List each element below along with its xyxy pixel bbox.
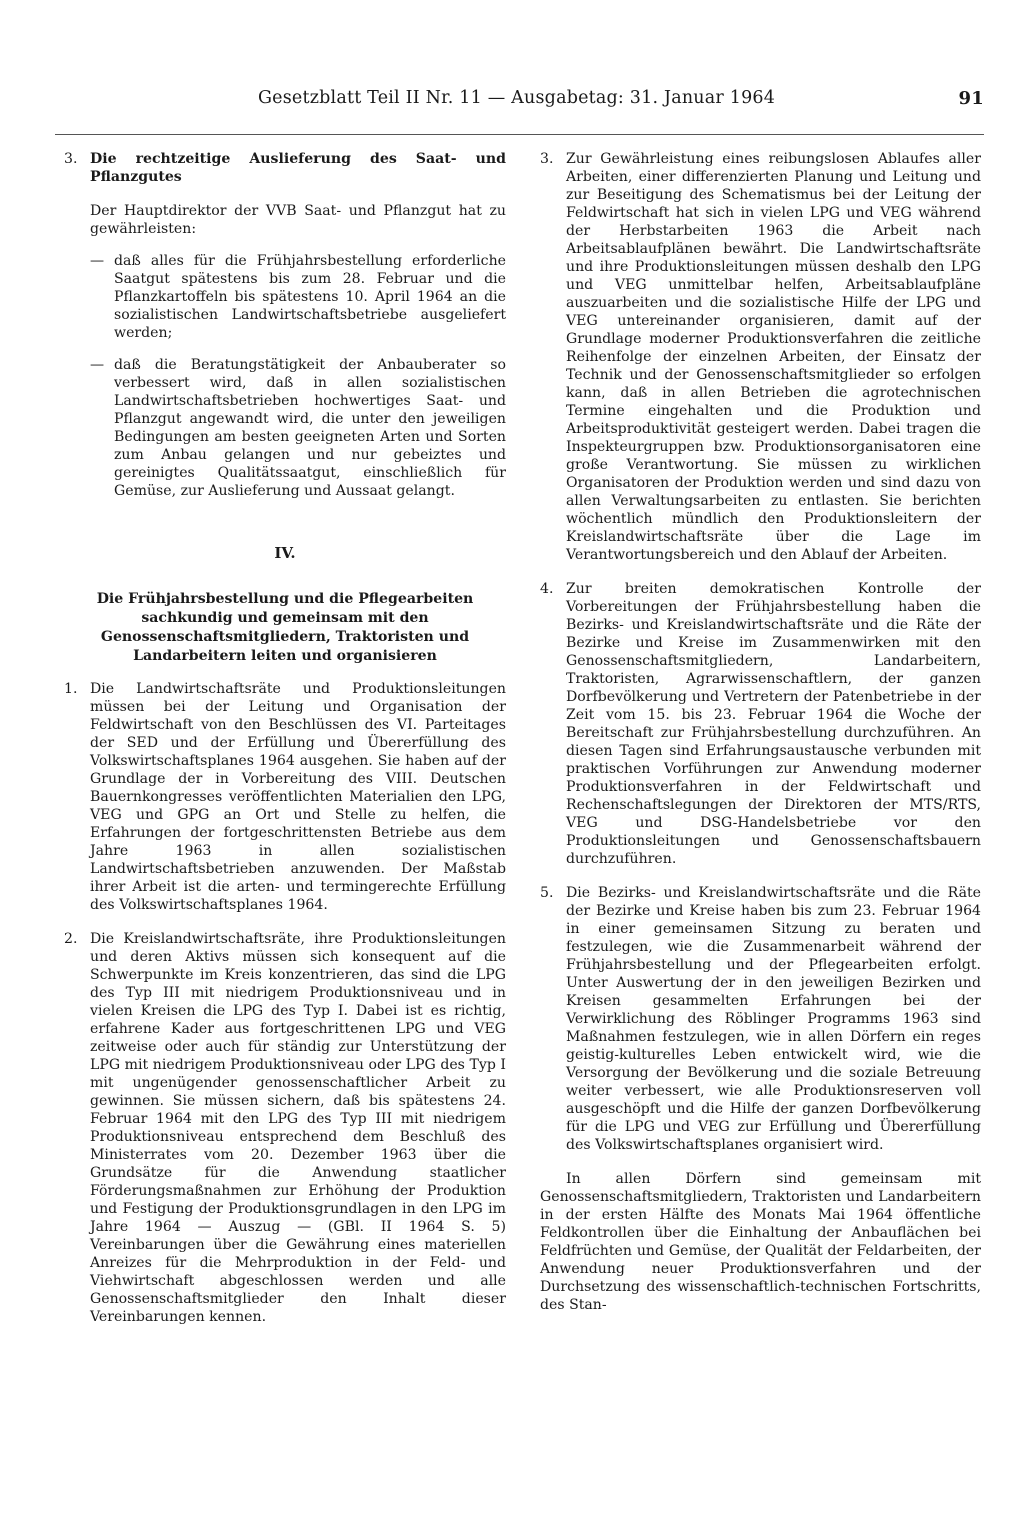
item-number: 4. xyxy=(540,581,554,597)
dash-text: daß die Beratungstätigkeit der Anbauberater so verbessert wird, daß in allen sozialistischen Landwirtschaftsbetrieben hochwertiges Saat- und Pflanzgut angewandt wird, die unter den jeweiligen Bedingungen am besten geeigneten Arten und Sorten zum Anbau gelangen und nur gebeiztes und gereinigtes Qualitätssaatgut, einschließlich für Gemüse, zur Auslieferung und Aussaat gelangt. xyxy=(114,357,506,499)
item-number: 5. xyxy=(540,885,554,901)
item-2 xyxy=(64,930,506,1326)
item-5 xyxy=(540,884,981,1154)
page-number: 91 xyxy=(958,88,984,109)
item-text: Die Kreislandwirtschaftsräte, ihre Produktionsleitungen und deren Aktivs müssen sich konsequent auf die Schwerpunkte im Kreis konzentrieren, das sind die LPG des Typ III mit niedrigem Produktionsniveau und in vielen Kreisen die LPG des Typ I. Dabei ist es richtig, erfahrene Kader aus fortgeschrittenen LPG und VEG zeitweise oder auch für ständig zur Unterstützung der LPG mit niedrigem Produktionsniveau oder LPG des Typ I mit ungenügender genossenschaftlicher Arbeit zu gewinnen. Sie müssen sichern, daß bis spätestens 24. Februar 1964 mit den LPG des Typ III mit niedrigem Produktionsniveau entsprechend dem Beschluß des Ministerrates vom 20. Dezember 1963 über die Grundsätze für die Anwendung staatlicher Förderungsmaßnahmen zur Erhöhung der Produktion und Festigung der Produktionsgrundlagen in den LPG im Jahre 1964 — Auszug — (GBl. II 1964 S. 5) Vereinbarungen über die Gewährung eines materiellen Anreizes für die Mehrproduktion in der Feld- und Viehwirtschaft abgeschlossen werden und alle Genossenschaftsmitglieder den Inhalt dieser Vereinbarungen kennen. xyxy=(90,931,506,1325)
left-column xyxy=(64,150,506,1342)
item-number: 3. xyxy=(540,151,554,167)
dash-item-2 xyxy=(90,356,506,500)
item-heading: Die rechtzeitige Auslieferung des Saat- und Pflanzgutes xyxy=(90,151,506,185)
item-number: 3. xyxy=(64,151,78,167)
header-rule xyxy=(55,134,984,135)
running-title: Gesetzblatt Teil II Nr. 11 — Ausgabetag: 31. Januar 1964 xyxy=(258,88,776,108)
item-text: Die Landwirtschaftsräte und Produktionsleitungen müssen bei der Leitung und Organisation der Feldwirtschaft von den Beschlüssen des VI. Parteitages der SED und der Erfüllung und Übererfüllung des Volkswirtschaftsplanes 1964 ausgehen. Sie haben auf der Grundlage der in Vorbereitung des VIII. Deutschen Bauernkongresses veröffentlichten Materialien den LPG, VEG und GPG an Ort und Stelle zu helfen, die Erfahrungen der fortgeschrittensten Betriebe aus dem Jahre 1963 in allen sozialistischen Landwirtschaftsbetrieben anzuwenden. Der Maßstab ihrer Arbeit ist die arten- und termingerechte Erfüllung des Volkswirtschaftsplanes 1964. xyxy=(90,681,506,913)
item-number: 2. xyxy=(64,931,78,947)
continuation-paragraph: In allen Dörfern sind gemeinsam mit Genossenschaftsmitgliedern, Traktoristen und Landarbeitern in der ersten Hälfte des Monats Mai 1964 öffentliche Feldkontrollen über die Einhaltung der Anbauflächen bei Feldfrüchten und Gemüse, der Qualität der Feldarbeiten, der Anwendung neuer Produktionsverfahren und der Durchsetzung des wissenschaftlich-technischen Fortschritts, des Stan- xyxy=(540,1171,981,1313)
item-3-heading xyxy=(64,150,506,186)
item-1 xyxy=(64,680,506,914)
item-number: 1. xyxy=(64,681,78,697)
item-text: Die Bezirks- und Kreislandwirtschaftsräte und die Räte der Bezirke und Kreise haben bis zum 23. Februar 1964 in einer gemeinsamen Sitzung zu beraten und festzulegen, wie die Zusammenarbeit während der Frühjahrsbestellung und der Pflegearbeiten erfolgt. Unter Auswertung der in den jeweiligen Bezirken und Kreisen gesammelten Erfahrungen bei der Verwirklichung des Röblinger Programms 1963 sind Maßnahmen festzulegen, wie in allen Dörfern ein reges geistig-kulturelles Leben entwickelt wird, wie die Versorgung der Bevölkerung und die soziale Betreuung weiter verbessert, wie alle Produktionsreserven voll ausgeschöpft und die Hilfe der ganzen Dorfbevölkerung für die LPG und VEG zur Erfüllung und Übererfüllung des Volkswirtschaftsplanes organisiert wird. xyxy=(566,885,981,1153)
dash-item-1 xyxy=(90,252,506,342)
item-text: Zur Gewährleistung eines reibungslosen Ablaufes aller Arbeiten, einer differenzierten Planung und Leitung und zur Beseitigung des Schematismus bei der Leitung der Feldwirtschaft hat sich in vielen LPG und VEG während der Herbstarbeiten 1963 die Arbeit nach Arbeitsablaufplänen bewährt. Die Landwirtschaftsräte und ihre Produktionsleitungen müssen deshalb den LPG und VEG unmittelbar helfen, Arbeitsablaufpläne auszuarbeiten und die sozialistische Hilfe der LPG und VEG untereinander organisieren, damit auf der Grundlage moderner Produktionsverfahren die zeitliche Reihenfolge der einzelnen Arbeiten, der Einsatz der Technik und der Genossenschaftsmitglieder so erfolgen kann, daß in allen Betrieben die agrotechnischen Termine eingehalten und die Produktion und Arbeitsproduktivität gesteigert werden. Dabei tragen die Inspekteurgruppen bzw. Produktionsorganisatoren eine große Verantwortung. Sie müssen zu wirklichen Organisatoren der Produktion werden und sind dazu von allen Verwaltungsarbeiten zu entlasten. Sie berichten wöchentlich mündlich den Produktionsleitern der Kreislandwirtschaftsräte über die Lage im Verantwortungsbereich und den Ablauf der Arbeiten. xyxy=(566,151,981,563)
right-column xyxy=(540,150,981,1314)
item-4 xyxy=(540,580,981,868)
dash-mark: — xyxy=(90,357,105,373)
section-title: Die Frühjahrsbestellung und die Pflegearbeiten sachkundig und gemeinsam mit den Genossenschaftsmitgliedern, Traktoristen und Landarbeitern leiten und organisieren xyxy=(96,591,474,664)
item-3 xyxy=(540,150,981,564)
item-3-intro: Der Hauptdirektor der VVB Saat- und Pflanzgut hat zu gewährleisten: xyxy=(90,203,506,237)
page-header xyxy=(258,88,984,108)
item-text: Zur breiten demokratischen Kontrolle der Vorbereitungen der Frühjahrsbestellung haben die Bezirks- und Kreislandwirtschaftsräte und die Räte der Bezirke und Kreise im Zusammenwirken mit den Genossenschaftsmitgliedern, Landarbeitern, Traktoristen, Agrarwissenschaftlern, der ganzen Dorfbevölkerung und Vertretern der Patenbetriebe in der Zeit vom 15. bis 23. Februar 1964 die Woche der Bereitschaft zur Frühjahrsbestellung durchzuführen. An diesen Tagen sind Erfahrungsaustausche verbunden mit praktischen Vorführungen zur Anwendung moderner Produktionsverfahren in der Feldwirtschaft und Rechenschaftslegungen der Direktoren der MTS/RTS, VEG und DSG-Handelsbetriebe vor den Produktionsleitungen und Genossenschaftsbauern durchzuführen. xyxy=(566,581,981,867)
dash-mark: — xyxy=(90,253,105,269)
section-number: IV. xyxy=(274,544,296,562)
dash-text: daß alles für die Frühjahrsbestellung erforderliche Saatgut spätestens bis zum 28. Februar und die Pflanzkartoffeln bis spätestens 10. April 1964 an die sozialistischen Landwirtschaftsbetriebe ausgeliefert werden; xyxy=(114,253,506,341)
